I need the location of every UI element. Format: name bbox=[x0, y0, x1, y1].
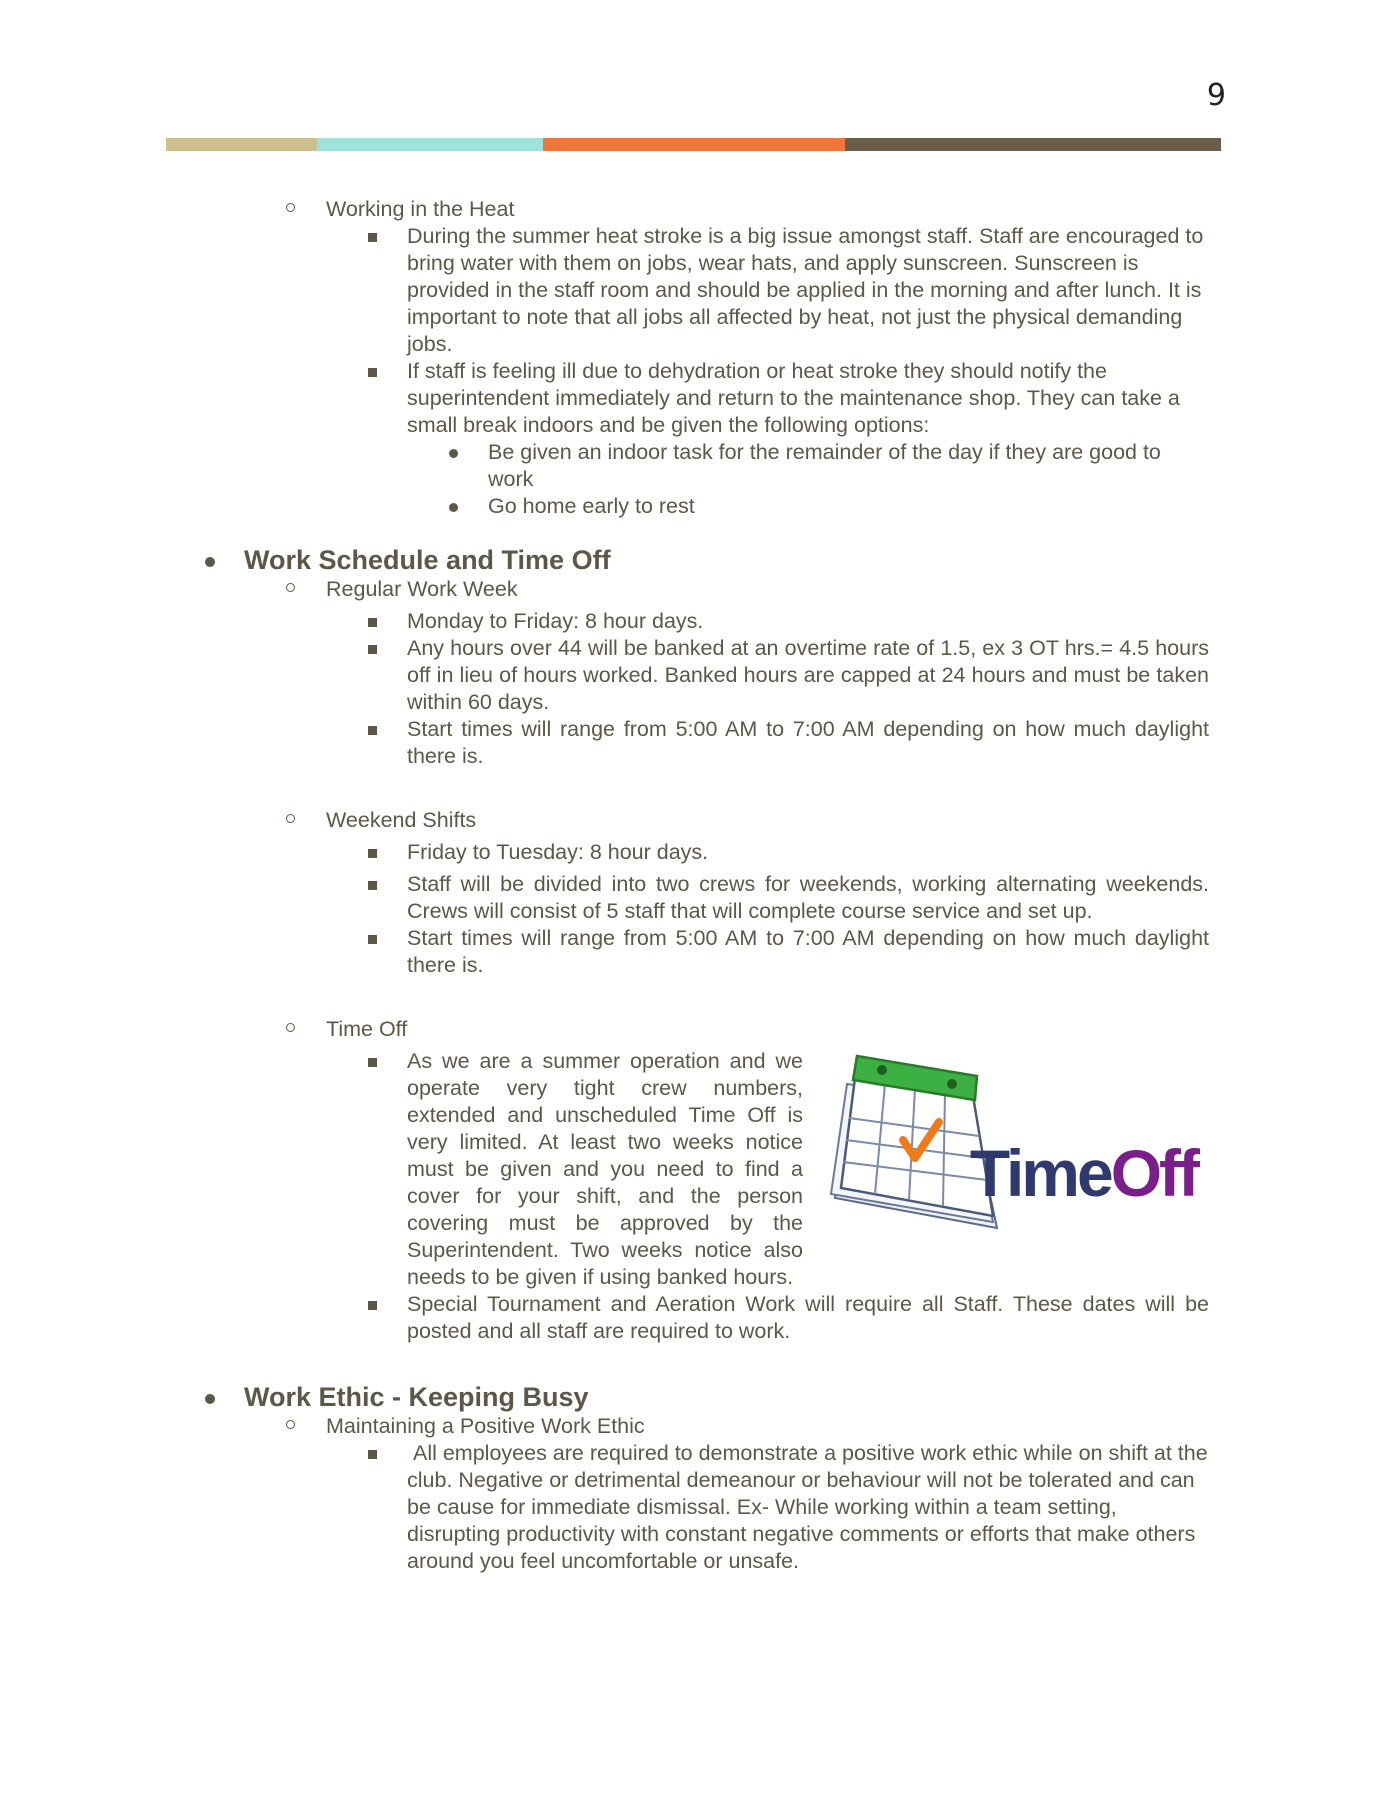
time-off-logo-text: TimeOff bbox=[969, 1136, 1197, 1210]
square-bullet-icon bbox=[368, 726, 377, 735]
color-bar-segment-aqua bbox=[317, 138, 543, 151]
color-bar-segment-tan bbox=[166, 138, 317, 151]
dot-bullet-icon bbox=[205, 1394, 215, 1404]
dot-bullet-icon bbox=[449, 449, 458, 458]
page-number: 9 bbox=[1206, 78, 1226, 113]
color-bar-segment-brown bbox=[845, 138, 1221, 151]
circle-bullet-icon bbox=[286, 203, 295, 212]
header-color-bar bbox=[166, 138, 1221, 151]
heat-option-2: Go home early to rest bbox=[488, 493, 1208, 520]
square-bullet-icon bbox=[368, 1301, 377, 1310]
circle-bullet-icon bbox=[286, 814, 295, 823]
weekend-shifts-item: Friday to Tuesday: 8 hour days. bbox=[407, 839, 1209, 866]
time-off-item: Special Tournament and Aeration Work will require all Staff. These dates will be posted and all staff are required to work. bbox=[407, 1291, 1209, 1345]
square-bullet-icon bbox=[368, 233, 377, 242]
regular-week-item: Any hours over 44 will be banked at an overtime rate of 1.5, ex 3 OT hrs.= 4.5 hours off in lieu of hours worked. Banked hours are capped at 24 hours and must be taken within 60 days. bbox=[407, 635, 1209, 716]
time-off-item: TimeOff As we are a summer operation and we operate very tight crew numbers, extended and unscheduled Time Off is very limited. At least two weeks notice must be given and you need to find a cover for your shift, and the person covering must be approved by the Superintendent. Two weeks notice also needs to be given if using banked hours. bbox=[407, 1048, 1209, 1291]
ethic-paragraph: All employees are required to demonstrate a positive work ethic while on shift at the club. Negative or detrimental demeanour or behaviour will not be tolerated and can be cause for immediate dismissal. Ex- While working within a team setting, disrupting productivity with constant negative comments or efforts that make others around you feel uncomfortable or unsafe. bbox=[407, 1440, 1209, 1575]
heat-paragraph-1: During the summer heat stroke is a big issue amongst staff. Staff are encouraged to bring water with them on jobs, wear hats, and apply sunscreen. Sunscreen is provided in the staff room and should be applied in the morning and after lunch. It is important to note that all jobs all affected by heat, not just the physical demanding jobs. bbox=[407, 223, 1209, 358]
dot-bullet-icon bbox=[449, 503, 458, 512]
document-body bbox=[0, 196, 1391, 1575]
ethic-heading: Work Ethic - Keeping Busy bbox=[244, 1381, 1391, 1413]
circle-bullet-icon bbox=[286, 1420, 295, 1429]
ethic-subtitle: Maintaining a Positive Work Ethic bbox=[326, 1413, 1391, 1440]
dot-bullet-icon bbox=[205, 557, 215, 567]
schedule-heading: Work Schedule and Time Off bbox=[244, 544, 1391, 576]
square-bullet-icon bbox=[368, 849, 377, 858]
square-bullet-icon bbox=[368, 368, 377, 377]
weekend-shifts-title: Weekend Shifts bbox=[326, 807, 1391, 834]
regular-week-title: Regular Work Week bbox=[326, 576, 1391, 603]
color-bar-segment-orange bbox=[543, 138, 845, 151]
time-off-calendar-image bbox=[827, 1048, 1205, 1236]
square-bullet-icon bbox=[368, 1058, 377, 1067]
heat-option-1: Be given an indoor task for the remainder of the day if they are good to work bbox=[488, 439, 1208, 493]
regular-week-item: Monday to Friday: 8 hour days. bbox=[407, 608, 1209, 635]
square-bullet-icon bbox=[368, 1450, 377, 1459]
heat-paragraph-2: If staff is feeling ill due to dehydration or heat stroke they should notify the superintendent immediately and return to the maintenance shop. They can take a small break indoors and be given the following options: bbox=[407, 358, 1209, 439]
heat-section-title: Working in the Heat bbox=[326, 196, 1391, 223]
square-bullet-icon bbox=[368, 881, 377, 890]
regular-week-item: Start times will range from 5:00 AM to 7:00 AM depending on how much daylight there is. bbox=[407, 716, 1209, 770]
time-off-title: Time Off bbox=[326, 1016, 1391, 1043]
weekend-shifts-item: Start times will range from 5:00 AM to 7:00 AM depending on how much daylight there is. bbox=[407, 925, 1209, 979]
weekend-shifts-item: Staff will be divided into two crews for weekends, working alternating weekends. Crews will consist of 5 staff that will complete course service and set up. bbox=[407, 871, 1209, 925]
square-bullet-icon bbox=[368, 645, 377, 654]
square-bullet-icon bbox=[368, 935, 377, 944]
circle-bullet-icon bbox=[286, 583, 295, 592]
square-bullet-icon bbox=[368, 618, 377, 627]
circle-bullet-icon bbox=[286, 1023, 295, 1032]
